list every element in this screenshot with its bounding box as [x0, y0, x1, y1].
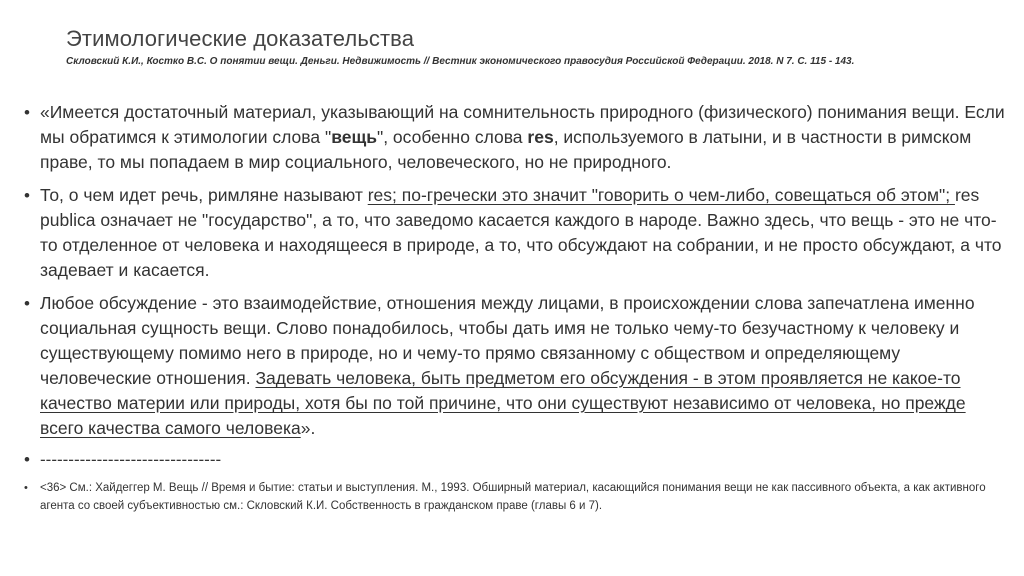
slide-content	[20, 100, 1005, 515]
footnote	[20, 479, 1005, 515]
bullet-marker: •	[24, 186, 30, 205]
p1-text-a: «Имеется достаточный материал, указывающий на сомнительность природного (физического) понимания вещи. Если мы обратимся к этимологии слова "	[40, 102, 1005, 147]
p3-text-a: Любое обсуждение - это взаимодействие, отношения между лицами, в происхождении слова запечатлена именно социальная сущность вещи. Слово понадобилось, чтобы дать имя не только чему-то безучастному к человеку и существующему помимо него в природе, но и чему-то прямо связанному с обществом и определяющему человеческие отношения.	[40, 293, 975, 388]
p1-text-c: ", особенно слова	[376, 127, 528, 147]
p2-text-c: res publica означает не "государство", а то, что заведомо касается каждого в народе. Важно здесь, что вещь - это не что-то отделенное от человека и находящееся в природе, а то, что обсуждают на собрании, и не просто обсуждают, а что задевает и касается.	[40, 185, 1002, 280]
p3-underlined-text: Задевать человека, быть предметом его обсуждения - в этом проявляется не какое-то качество материи или природы, хотя бы по той причине, что они существуют независимо от человека, но прежде всего качества самого человека	[40, 368, 966, 438]
separator-line	[20, 449, 1005, 471]
slide-subtitle-citation: Скловский К.И., Костко В.С. О понятии вещи. Деньги. Недвижимость // Вестник экономического правосудия Российской Федерации. 2018. N 7. С. 115 - 143.	[66, 56, 855, 67]
p2-text-a: То, о чем идет речь, римляне называют	[40, 185, 368, 205]
bullet-paragraph-3	[20, 291, 1005, 441]
bullet-marker: •	[24, 482, 28, 494]
footnote-text: <36> См.: Хайдеггер М. Вещь // Время и бытие: статьи и выступления. М., 1993. Обширный материал, касающийся понимания вещи не как пассивного объекта, а как активного агента со своей субъективностью см.: Скловский К.И. Собственность в гражданском праве (главы 6 и 7).	[40, 482, 986, 512]
bullet-marker: •	[24, 103, 30, 122]
p3-text-c: ».	[300, 418, 316, 438]
p1-word-veshch: вещь	[331, 127, 377, 147]
separator-dashes: --------------------------------	[40, 450, 222, 469]
p1-text-e: , используемого в латыни, и в частности в римском праве, то мы попадаем в мир социального, человеческого, но не природного.	[40, 127, 972, 172]
p2-underlined-text: res; по-гречески это значит "говорить о чем-либо, совещаться об этом";	[367, 185, 955, 205]
bullet-paragraph-2	[20, 183, 1005, 283]
p1-word-res: res	[527, 127, 554, 147]
bullet-marker: •	[24, 450, 30, 469]
bullet-marker: •	[24, 294, 30, 313]
bullet-paragraph-1	[20, 100, 1005, 175]
slide-title: Этимологические доказательства	[66, 26, 415, 51]
